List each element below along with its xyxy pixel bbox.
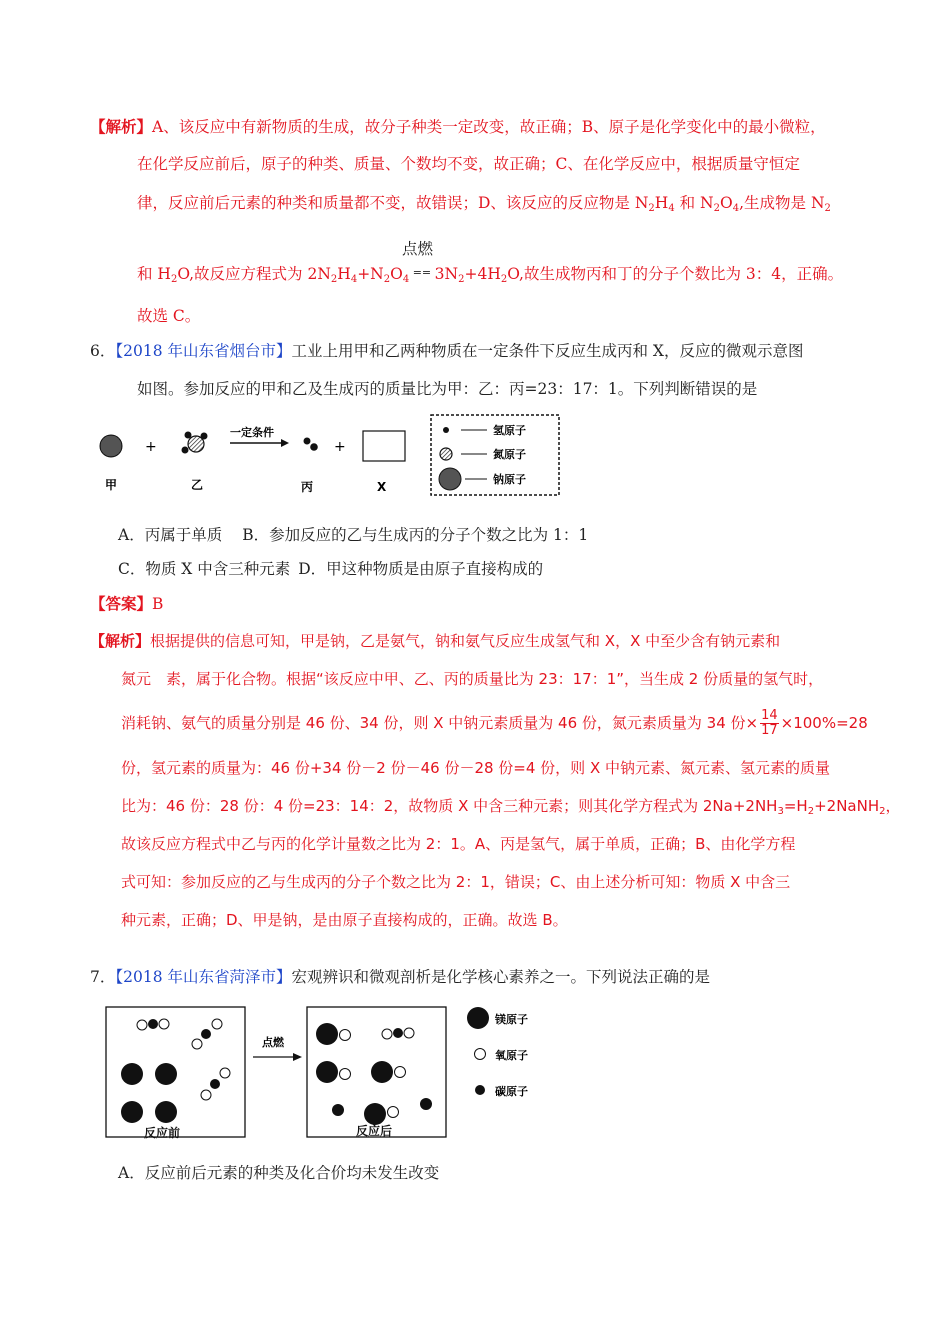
q6-reaction-diagram (93, 412, 563, 500)
analysis-tag: 【解析】 (90, 632, 151, 650)
label-yi: 乙 (191, 478, 204, 492)
q6-stem-line-2: 如图。参加反应的甲和乙及生成丙的质量比为甲：乙：丙=23：17：1。下列判断错误的是 (137, 380, 758, 398)
q5-analysis-line-4: 和 $H_2O$,故反应方程式为 $2N_2H_4+N_2O_4 == 3N_2+4H_2O$,故生成物丙和丁的分子个数比为 3：4，正确。 (137, 265, 844, 285)
q6-analysis-line-8: 种元素，正确；D、甲是钠，是由原子直接构成的，正确。故选 B。 (121, 911, 568, 929)
plus-sign-2: + (334, 439, 346, 455)
legend-carbon: 碳原子 (495, 1085, 528, 1098)
q5-analysis-line-3: 律，反应前后元素的种类和质量都不变，故错误；D、该反应的反应物是 $N_2H_4$ 和 $N_2O_4$,生成物是 $N_2$ (137, 194, 831, 214)
question-source: 【2018 年山东省菏泽市】 (115, 968, 292, 986)
q6-analysis-line-6: 故该反应方程式中乙与丙的化学计量数之比为 2：1。A、丙是氢气，属于单质，正确；B、由化学方程 (121, 835, 796, 853)
label-x: X (377, 480, 387, 494)
legend-hydrogen: 氢原子 (493, 424, 526, 437)
legend-nitrogen: 氮原子 (493, 448, 526, 461)
reaction-condition: 点燃 (402, 240, 434, 258)
analysis-tag: 【解析】 (90, 117, 153, 136)
analysis-text: A、该反应中有新物质的生成，故分子种类一定改变，故正确；B、原子是化学变化中的最小微粒， (152, 118, 826, 136)
q6-options-cd (118, 558, 543, 580)
q6-diagram-svg (93, 412, 563, 500)
hydrogen-atom-icon (443, 427, 449, 433)
legend-sodium: 钠原子 (493, 473, 526, 486)
fraction-14-17: $\frac{14}{17}$ (761, 708, 778, 738)
plus-sign-1: + (145, 439, 157, 455)
q6-options-ab (118, 524, 588, 546)
q6-analysis-line-7: 式可知：参加反应的乙与生成丙的分子个数之比为 2：1，错误；C、由上述分析可知：物质 X 中含三 (121, 873, 791, 891)
q6-answer: 【答案】B (90, 594, 164, 613)
q5-analysis-line-5: 故选 C。 (137, 307, 201, 325)
legend-oxygen: 氧原子 (495, 1049, 528, 1062)
sodium-atom-icon (100, 435, 122, 457)
q5-analysis-line-1 (90, 116, 826, 138)
label-jia: 甲 (105, 478, 118, 492)
oxygen-atom-icon (475, 1049, 486, 1060)
nitrogen-atom-icon (440, 448, 452, 460)
q6-stem-line-1: 6．【2018 年山东省烟台市】工业上用甲和乙两种物质在一定条件下反应生成丙和 X，反应的微观示意图 (90, 342, 804, 360)
q7-diagram-svg (105, 1002, 565, 1142)
question-number: 6． (90, 342, 116, 360)
q7-stem: 7．【2018 年山东省菏泽市】宏观辨识和微观剖析是化学核心素养之一。下列说法正确的是 (90, 968, 711, 986)
option-d: D．甲这种物质是由原子直接构成的 (298, 560, 544, 578)
label-after: 反应后 (356, 1124, 393, 1138)
carbon-atom-icon (475, 1085, 485, 1095)
magnesium-atom-icon (467, 1007, 489, 1029)
q7-arrow-condition: 点燃 (262, 1036, 284, 1049)
q6-analysis-line-4: 份，氢元素的质量为：46 份+34 份－2 份－46 份－28 份=4 份，则 X 中钠元素、氮元素、氢元素的质量 (121, 759, 830, 777)
hydrogen-molecule-icon (304, 438, 318, 451)
q6-analysis-line-2: 氮元 素，属于化合物。根据“该反应中甲、乙、丙的质量比为 23：17：1”，当生成 2 份质量的氢气时， (121, 670, 824, 688)
question-source: 【2018 年山东省烟台市】 (115, 342, 292, 360)
option-c: C．物质 X 中含三种元素 (118, 560, 291, 578)
label-before: 反应前 (144, 1126, 181, 1140)
q6-analysis-line-5: 比为：46 份：28 份：4 份=23：14：2，故物质 X 中含三种元素；则其化学方程式为 $2Na+2NH_3=H_2+2NaNH_2$， (121, 797, 901, 817)
ammonia-molecule-icon (182, 432, 208, 454)
question-number: 7． (90, 968, 116, 986)
legend-magnesium: 镁原子 (495, 1013, 528, 1026)
q6-analysis-line-1: 【解析】根据提供的信息可知，甲是钠，乙是氨气，钠和氨气反应生成氢气和 X，X 中至少含有钠元素和 (90, 632, 781, 650)
sodium-legend-icon (439, 468, 461, 490)
arrow-condition: 一定条件 (230, 426, 274, 439)
option-b: B．参加反应的乙与生成丙的分子个数之比为 1：1 (242, 526, 589, 544)
q7-reaction-diagram (105, 1002, 565, 1142)
q7-option-a: A．反应前后元素的种类及化合价均未发生改变 (118, 1164, 440, 1182)
option-a: A．丙属于单质 (118, 526, 223, 544)
q6-analysis-line-3: 消耗钠、氨气的质量分别是 46 份、34 份，则 X 中钠元素质量为 46 份，氮元素质量为 34 份× $\frac{14}{17}$ ×100%=28 (121, 708, 868, 738)
q5-analysis-line-2: 在化学反应前后，原子的种类、质量、个数均不变，故正确；C、在化学反应中，根据质量守恒定 (137, 155, 800, 173)
unknown-x-box (363, 431, 405, 461)
label-bing: 丙 (301, 480, 314, 494)
